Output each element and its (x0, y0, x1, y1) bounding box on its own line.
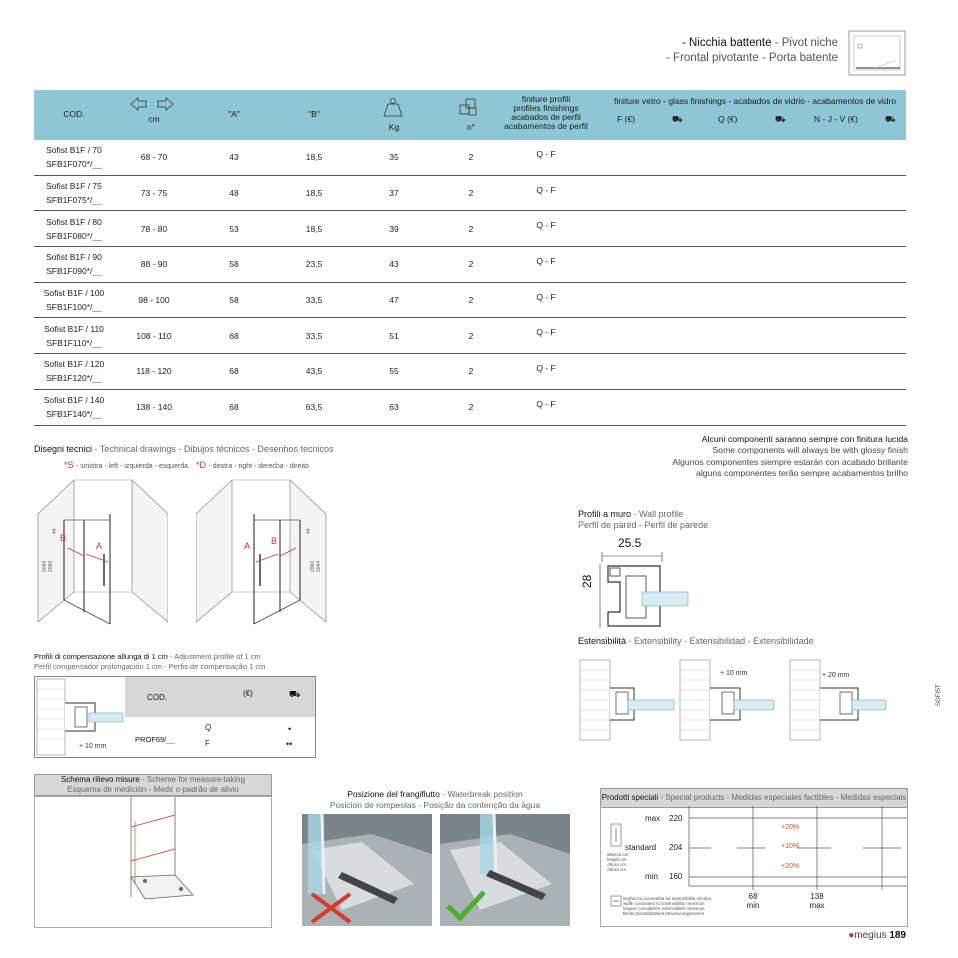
header-n: n° (466, 122, 476, 132)
label-a-right: A (244, 541, 251, 551)
weight-icon (382, 97, 404, 117)
waterbreak-correct-image (440, 814, 570, 926)
row-packages: 2 (468, 402, 474, 413)
extensibility-plus10: + 10 mm (720, 670, 748, 677)
header-q-price: Q (€) (718, 114, 738, 124)
row-a: 68 (229, 366, 239, 377)
svg-text:2066: 2066 (310, 560, 316, 572)
row-packages: 2 (468, 259, 474, 270)
extensibility-plus20: + 20 mm (822, 672, 850, 679)
row-b: 63,5 (305, 402, 323, 413)
row-cm: 78 - 80 (140, 223, 168, 234)
row-cm: 73 - 75 (140, 188, 168, 199)
row-b: 23,5 (305, 259, 323, 270)
row-a: 48 (229, 188, 239, 199)
special-products-header: Prodotti speciali - Special products - Medidas especiales factibles - Medidas especiais (600, 788, 908, 808)
table-row (34, 354, 906, 390)
table-row (34, 211, 906, 247)
row-code: Sofist B1F / 90 SFB1F090*/__ (46, 252, 102, 277)
row-code: Sofist B1F / 140 SFB1F140*/__ (43, 395, 105, 420)
header-njv-price: N - J - V (€) (814, 114, 858, 124)
header-a: "A" (228, 109, 240, 119)
row-kg: 63 (389, 402, 399, 413)
measure-scheme-drawing (35, 797, 271, 927)
row-kg: 51 (389, 330, 399, 341)
row-code: Sofist B1F / 70 SFB1F070*/__ (46, 145, 102, 170)
special-products-box (600, 806, 908, 927)
row-packages: 2 (468, 366, 474, 377)
row-b: 18,5 (305, 188, 323, 199)
row-kg: 47 (389, 295, 399, 306)
row-cm: 138 - 140 (136, 402, 172, 413)
waterbreak-wrong-image (302, 814, 432, 926)
row-a: 58 (229, 295, 239, 306)
row-kg: 39 (389, 223, 399, 234)
special-max-label: max (645, 814, 661, 823)
truck-icon: ⛟ (885, 114, 896, 124)
row-b: 43,5 (305, 366, 323, 377)
truck-icon: ⛟ (289, 689, 301, 699)
row-b: 18,5 (305, 152, 323, 163)
header-profile-finishings: finiture profili profiles finishings acabados de perfil acabamentos de perfil (504, 94, 588, 131)
wall-profile-width: 25.5 (618, 536, 642, 550)
row-kg: 35 (389, 152, 399, 163)
row-cm: 118 - 120 (136, 366, 172, 377)
title-english: - Pivot niche (771, 37, 838, 49)
row-packages: 2 (468, 295, 474, 306)
compensation-q: Q (205, 723, 212, 732)
svg-text:44: 44 (52, 528, 58, 534)
compensation-q-dots: • (288, 724, 292, 734)
row-a: 53 (229, 223, 239, 234)
row-b: 33,5 (305, 295, 323, 306)
special-standard-label: standard (625, 843, 657, 852)
truck-icon: ⛟ (672, 114, 683, 124)
compensation-plus10: + 10 mm (79, 743, 107, 750)
special-percent-top: +20% (781, 824, 800, 831)
compensation-f: F (205, 739, 210, 748)
row-cm: 108 - 110 (136, 330, 172, 341)
row-kg: 43 (389, 259, 399, 270)
row-finishings: Q - F (536, 220, 556, 231)
row-a: 43 (229, 152, 239, 163)
brand-logo-icon: ● (848, 930, 855, 941)
drawing-right-niche (196, 474, 330, 626)
special-width-legend: larghezza consentita ad estensibilità minima width consistent to Extensibility minimum largeur considérée extensibilité minimum Breite Einstellbarkeit Minimal angesehen (623, 896, 712, 916)
measure-scheme-box (34, 796, 272, 928)
special-min-label: min (645, 872, 658, 881)
title-italian: - Nicchia battente (682, 37, 772, 49)
row-finishings: Q - F (536, 149, 556, 159)
row-kg: 37 (389, 188, 399, 199)
row-code: Sofist B1F / 110 SFB1F110*/__ (44, 323, 104, 348)
header-f-price: F (€) (617, 114, 635, 124)
compensation-code: PROF69/__ (135, 735, 175, 744)
table-row (34, 318, 906, 354)
row-packages: 2 (468, 152, 474, 163)
compensation-cod: COD. (147, 693, 167, 702)
row-b: 18,5 (305, 223, 323, 234)
special-percent-bottom: +20% (781, 863, 800, 870)
svg-text:2066: 2066 (48, 560, 54, 572)
row-packages: 2 (468, 188, 474, 199)
table-body (34, 140, 906, 426)
row-packages: 2 (468, 223, 474, 234)
row-b: 33,5 (305, 330, 323, 341)
technical-drawings-title: Disegni tecnici - Technical drawings - Dibujos técnicos - Desenhos tecnicos (34, 444, 334, 454)
table-row (34, 247, 906, 283)
product-table (34, 90, 906, 426)
compensation-profile-title: Profili di compensazione allunga di 1 cm - Adjustment profile of 1 cm Perfil compensador prolongación 1 cm - Perfis de compensação 1 cm (34, 652, 266, 671)
row-code: Sofist B1F / 100 SFB1F100*/__ (43, 288, 105, 313)
header-b: "B" (308, 109, 320, 119)
row-code: Sofist B1F / 75 SFB1F075*/__ (46, 181, 102, 206)
title-spanish-portuguese: - Frontal pivotante - Porta batente (666, 52, 838, 64)
svg-text:44: 44 (306, 528, 312, 534)
footer-brand: ●megius 189 (848, 930, 906, 941)
wall-profile-height: 28 (580, 574, 594, 588)
label-a-left: A (96, 541, 103, 551)
extensibility-drawing-20mm (788, 658, 888, 742)
row-a: 58 (229, 259, 239, 270)
width-arrows-icon (130, 96, 174, 112)
special-min-value: 160 (669, 872, 683, 881)
extensibility-title: Estensibilità - Extensibility - Extensibilidad - Extensibilidade (578, 636, 814, 646)
special-standard-value: 204 (669, 843, 683, 852)
packages-icon (458, 97, 478, 117)
special-max-value: 220 (669, 814, 683, 823)
row-finishings: Q - F (536, 184, 556, 195)
label-b-right: B (271, 536, 278, 546)
right-version-label: *D - destra - right - derecha - direito (196, 460, 309, 470)
compensation-profile-box (34, 676, 316, 758)
special-width-max: 138 max (809, 892, 825, 910)
row-finishings: Q - F (536, 363, 556, 374)
table-row (34, 283, 906, 319)
header-cod: COD. (63, 109, 85, 119)
svg-text:2044: 2044 (42, 560, 48, 572)
measure-scheme-header: Schema rilievo misure - Scheme for measure-taking Esquema de medición - Medir o padrão de alivio (34, 774, 272, 796)
special-height-legend: altezza cm height cm Altura cm Altura cm (607, 852, 629, 872)
special-percent-mid: +10% (781, 843, 800, 850)
table-row (34, 176, 906, 212)
svg-text:2044: 2044 (316, 560, 322, 572)
wall-profile-drawing (596, 552, 692, 630)
label-b-left: B (60, 533, 67, 543)
table-row (34, 140, 906, 176)
row-kg: 55 (389, 366, 399, 377)
page-title (666, 36, 838, 66)
extensibility-drawing-standard (578, 658, 676, 742)
truck-icon: ⛟ (775, 114, 786, 124)
compensation-f-dots: •• (286, 739, 293, 749)
row-finishings: Q - F (536, 291, 556, 302)
row-packages: 2 (468, 330, 474, 341)
pivot-niche-thumbnail-icon (848, 30, 906, 76)
row-cm: 98 - 100 (138, 295, 170, 306)
special-width-min: 68 min (746, 892, 760, 910)
table-header (34, 90, 906, 140)
wall-profile-title: Profili a muro - Wall profile Perfil de pared - Perfil de parede (578, 509, 709, 530)
row-code: Sofist B1F / 120 SFB1F120*/__ (43, 359, 105, 384)
compensation-euro: (€) (243, 689, 253, 698)
left-version-label: *S - sinistra - left - izquierda - esquerda (64, 460, 189, 470)
row-finishings: Q - F (536, 398, 556, 409)
header-kg: Kg (388, 122, 400, 132)
row-code: Sofist B1F / 80 SFB1F080*/__ (46, 216, 102, 241)
row-a: 68 (229, 330, 239, 341)
row-a: 68 (229, 402, 239, 413)
header-cm: cm (148, 114, 160, 124)
side-tab-label: SOFIST (936, 684, 942, 706)
glossy-finish-note: Alcuni componenti saranno sempre con finitura lucida Some components will always be with glossy finish Algunos componentes siempre estarán con acabado brillante alguns componentes terão sempre acabamentos brilho (672, 434, 908, 478)
row-finishings: Q - F (536, 256, 556, 267)
row-finishings: Q - F (536, 327, 556, 338)
header-glass-finishings: finiture vetro - glass finishings - acabados de vidrio - acabamentos de vidro (614, 96, 897, 106)
table-row (34, 390, 906, 426)
row-cm: 68 - 70 (140, 152, 168, 163)
waterbreak-title: Posizione del frangiflutto - Waterbreak position Posicion de rompeolas - Posição da contenção da água (329, 789, 541, 810)
row-cm: 88 - 90 (140, 259, 168, 270)
